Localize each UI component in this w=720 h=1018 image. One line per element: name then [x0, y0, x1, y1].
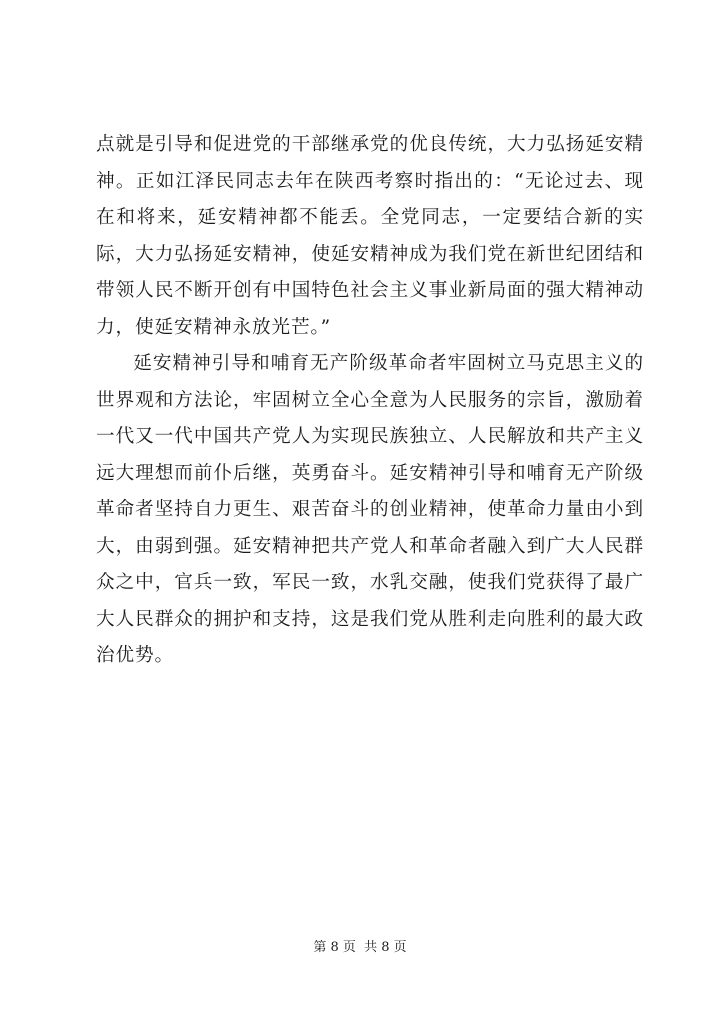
page-number-label: 第 8 页 共 8 页 — [313, 940, 407, 955]
page-footer — [0, 939, 720, 957]
paragraph-continuation: 点就是引导和促进党的干部继承党的优良传统，大力弘扬延安精神。正如江泽民同志去年在陕西考察时指出的：“无论过去、现在和将来，延安精神都不能丢。全党同志，一定要结合新的实际，大力弘扬延安精神，使延安精神成为我们党在新世纪团结和带领人民不断开创有中国特色社会主义事业新局面的强大精神动力，使延安精神永放光芒。” — [96, 134, 644, 338]
paragraph-yanan-spirit: 延安精神引导和哺育无产阶级革命者牢固树立马克思主义的世界观和方法论，牢固树立全心全意为人民服务的宗旨，激励着一代又一代中国共产党人为实现民族独立、人民解放和共产主义远大理想而前仆后继，英勇奋斗。延安精神引导和哺育无产阶级革命者坚持自力更生、艰苦奋斗的创业精神，使革命力量由小到大，由弱到强。延安精神把共产党人和革命者融入到广大人民群众之中，官兵一致，军民一致，水乳交融，使我们党获得了最广大人民群众的拥护和支持，这是我们党从胜利走向胜利的最大政治优势。 — [96, 353, 644, 666]
document-body — [96, 127, 644, 675]
